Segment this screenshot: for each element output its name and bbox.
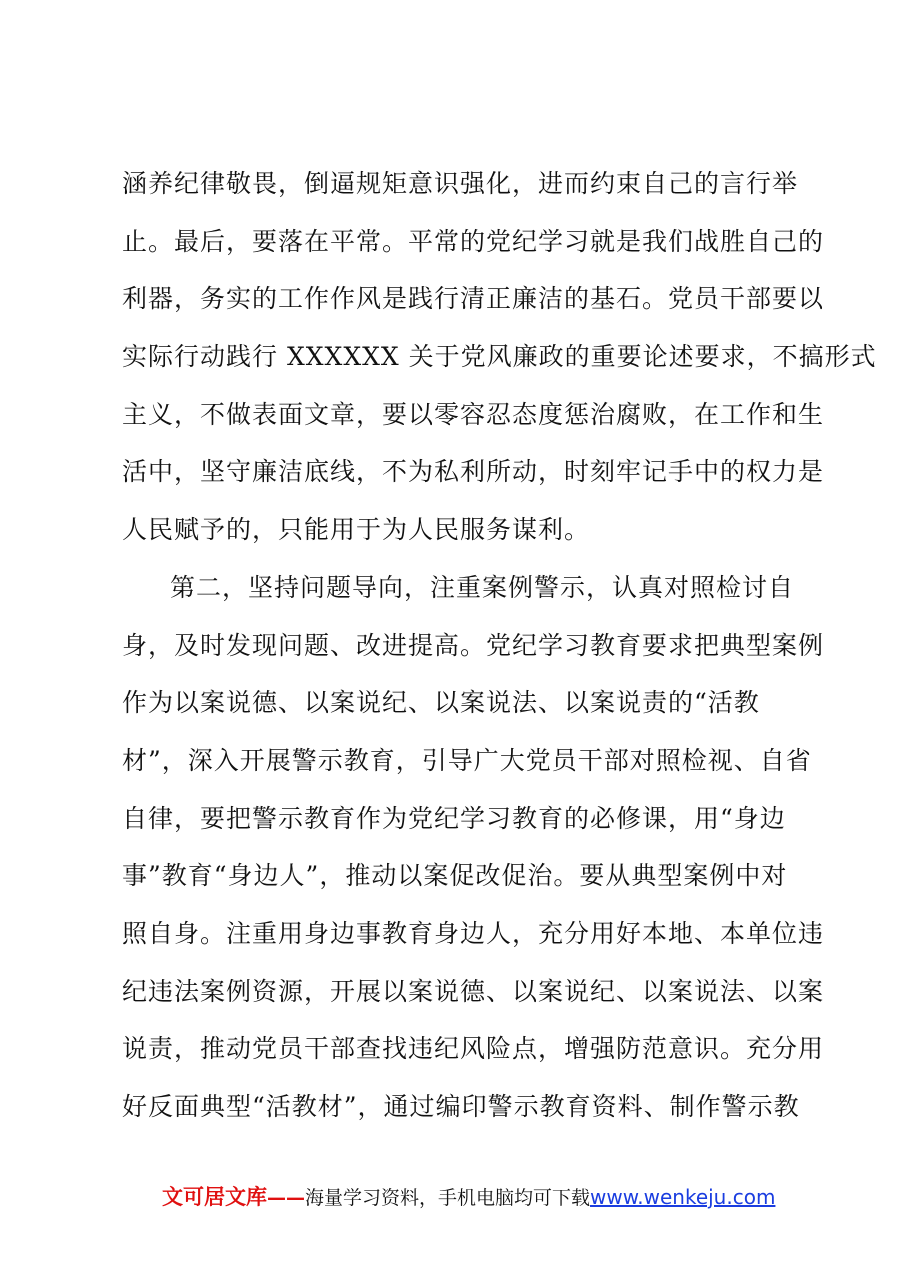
text-line: 人民赋予的，只能用于为人民服务谋利。 (122, 515, 591, 545)
text-line: 主义，不做表面文章，要以零容忍态度惩治腐败，在工作和生 (122, 399, 825, 429)
text-line: 照自身。注重用身边事教育身边人，充分用好本地、本单位违 (122, 918, 825, 948)
text-line: 事”教育“身边人”，推动以案促改促治。要从典型案例中对 (122, 861, 788, 891)
text-line: 利器，务实的工作作风是践行清正廉洁的基石。党员干部要以 (122, 284, 825, 314)
body-text (122, 163, 877, 1144)
text-line: 身，及时发现问题、改进提高。党纪学习教育要求把典型案例 (122, 630, 825, 660)
footer-banner (162, 1180, 802, 1214)
text-line: 作为以案说德、以案说纪、以案说法、以案说责的“活教 (122, 688, 760, 718)
text-line: 材”，深入开展警示教育，引导广大党员干部对照检视、自省 (122, 745, 812, 775)
text-line: 说责，推动党员干部查找违纪风险点，增强防范意识。充分用 (122, 1034, 825, 1064)
footer-slogan: 海量学习资料，手机电脑均可下载 (305, 1187, 591, 1209)
text-line: 实际行动践行 XXXXXX 关于党风廉政的重要论述要求，不搞形式 (122, 342, 877, 372)
footer-brand: 文可居文库 (162, 1185, 267, 1209)
text-line: 纪违法案例资源，开展以案说德、以案说纪、以案说法、以案 (122, 976, 825, 1006)
footer-url-link[interactable]: www.wenkeju.com (590, 1185, 776, 1209)
text-line: 涵养纪律敬畏，倒逼规矩意识强化，进而约束自己的言行举 (122, 169, 799, 198)
footer-dash: —— (267, 1187, 305, 1209)
text-line: 止。最后，要落在平常。平常的党纪学习就是我们战胜自己的 (122, 226, 825, 256)
text-line: 活中，坚守廉洁底线，不为私利所动，时刻牢记手中的权力是 (122, 457, 825, 487)
paragraph-start-line: 第二，坚持问题导向，注重案例警示，认真对照检讨自 (170, 572, 795, 602)
text-line: 自律，要把警示教育作为党纪学习教育的必修课，用“身边 (122, 803, 786, 833)
text-line: 好反面典型“活教材”，通过编印警示教育资料、制作警示教 (122, 1092, 800, 1121)
